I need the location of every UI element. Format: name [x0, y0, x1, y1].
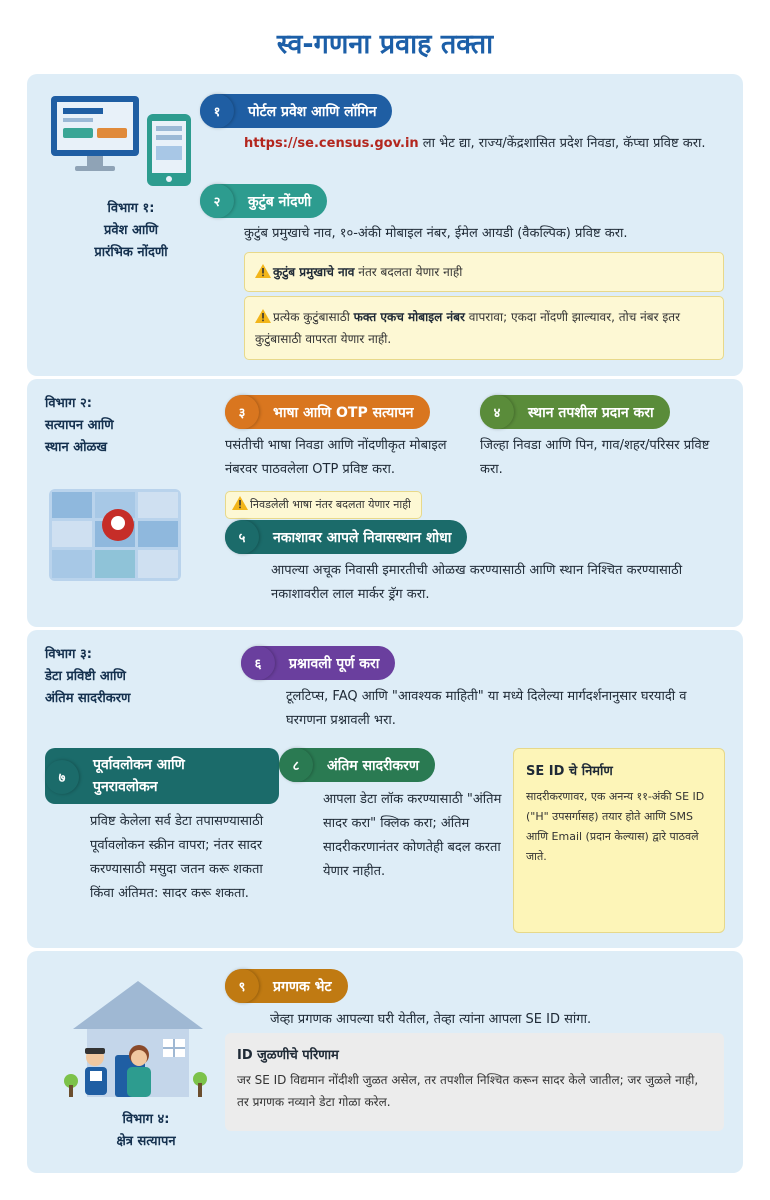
warning-language: निवडलेली भाषा नंतर बदलता येणार नाही: [225, 491, 422, 519]
step-4-number: ४: [480, 395, 514, 429]
map-pin-icon: [49, 489, 181, 581]
step-5-pill: [225, 520, 467, 554]
step-1-title: पोर्टल प्रवेश आणि लॉगिन: [248, 103, 377, 120]
step-4-pill: [480, 395, 670, 429]
step-4-title: स्थान तपशील प्रदान करा: [528, 404, 654, 421]
id-match-title: ID जुळणीचे परिणाम: [237, 1048, 339, 1063]
warning-icon: [255, 309, 271, 323]
step-8-text: आपला डेटा लॉक करण्यासाठी "अंतिम सादर करा" क्लिक करा; अंतिम सादरीकरणानंतर कोणतेही बदल करता येणार नाहीत.: [323, 792, 502, 879]
page-title: स्व-गणना प्रवाह तक्ता: [276, 29, 494, 60]
step-3-pill: [225, 395, 430, 429]
step-6-number: ६: [241, 646, 275, 680]
step-9-pill: [225, 969, 348, 1003]
step-5-text: आपल्या अचूक निवासी इमारतीची ओळख करण्यासाठी आणि स्थान निश्चित करण्यासाठी नकाशावरील लाल मार्कर ड्रॅग करा.: [271, 563, 683, 602]
step-8-number: ८: [279, 748, 313, 782]
step-7-pill: [45, 748, 279, 804]
step-1-pill: [200, 94, 392, 128]
step-2-pill: [200, 184, 327, 218]
section-2-label: विभाग २: सत्यापन आणि स्थान ओळख: [45, 396, 114, 455]
warning-icon: [232, 496, 248, 510]
id-match-card: [225, 1033, 724, 1131]
step-8-pill: [279, 748, 435, 782]
step-5-number: ५: [225, 520, 259, 554]
step-6-title: प्रश्नावली पूर्ण करा: [289, 655, 380, 672]
step-3-number: ३: [225, 395, 259, 429]
step-3-title: भाषा आणि OTP सत्यापन: [273, 404, 414, 421]
seid-card-title: SE ID चे निर्माण: [526, 764, 613, 779]
step-9-number: ९: [225, 969, 259, 1003]
id-match-text: जर SE ID विद्यमान नोंदीशी जुळत असेल, तर तपशील निश्चित करून सादर केले जातील; जर जुळले नाही, तर प्रगणक नव्याने डेटा गोळा करेल.: [237, 1073, 699, 1109]
step-9-text: जेव्हा प्रगणक आपल्या घरी येतील, तेव्हा त्यांना आपला SE ID सांगा.: [270, 1012, 592, 1027]
step-7-text: प्रविष्ट केलेला सर्व डेटा तपासण्यासाठी पूर्वावलोकन स्क्रीन वापरा; नंतर सादर करण्यासाठी मसुदा जतन करू शकता किंवा अंतिमत: सादर करू शकता.: [90, 814, 264, 901]
step-1-text: https://se.census.gov.in ला भेट द्या, राज्य/केंद्रशासित प्रदेश निवडा, कॅप्चा प्रविष्ट करा.: [244, 136, 706, 151]
devices-icon: [49, 94, 199, 190]
section-3-label: विभाग ३: डेटा प्रविष्टी आणि अंतिम सादरीकरण: [45, 647, 131, 706]
house-visit-icon: [63, 977, 213, 1105]
warning-mobile-number: प्रत्येक कुटुंबासाठी फक्त एकच मोबाइल नंबर वापरावा; एकदा नोंदणी झाल्यावर, तोच नंबर इतर कुटुंबासाठी वापरता येणार नाही.: [244, 296, 724, 360]
step-2-text: कुटुंब प्रमुखाचे नाव, १०-अंकी मोबाइल नंबर, ईमेल आयडी (वैकल्पिक) प्रविष्ट करा.: [244, 226, 628, 241]
step-6-text: टूलटिप्स, FAQ आणि "आवश्यक माहिती" या मध्ये दिलेल्या मार्गदर्शनानुसार घरयादी व घरगणना प्रश्नावली भरा.: [286, 689, 687, 728]
step-4-text: जिल्हा निवडा आणि पिन, गाव/शहर/परिसर प्रविष्ट करा.: [480, 438, 710, 477]
section-4: [27, 951, 743, 1173]
portal-link[interactable]: https://se.census.gov.in: [244, 136, 419, 151]
seid-card-text: सादरीकरणावर, एक अनन्य ११-अंकी SE ID ("H" उपसर्गासह) तयार होते आणि SMS आणि Email (प्रदान केल्यास) द्वारे पाठवले जाते.: [526, 790, 705, 863]
warning-icon: [255, 264, 271, 278]
step-6-pill: [241, 646, 395, 680]
step-7-title: पूर्वावलोकन आणि पुनरावलोकन: [93, 757, 185, 795]
step-1-number: १: [200, 94, 234, 128]
step-2-number: २: [200, 184, 234, 218]
section-2: [27, 379, 743, 627]
warning-head-name: कुटुंब प्रमुखाचे नाव नंतर बदलता येणार नाही: [244, 252, 724, 292]
section-1: [27, 74, 743, 376]
step-5-title: नकाशावर आपले निवासस्थान शोधा: [273, 529, 452, 546]
step-8-title: अंतिम सादरीकरण: [327, 757, 420, 774]
step-2-title: कुटुंब नोंदणी: [248, 193, 312, 210]
step-7-number: ७: [45, 760, 79, 794]
section-3: [27, 630, 743, 948]
section-4-label: विभाग ४: क्षेत्र सत्यापन: [116, 1112, 176, 1149]
step-3-text: पसंतीची भाषा निवडा आणि नोंदणीकृत मोबाइल नंबरवर पाठवलेला OTP प्रविष्ट करा.: [225, 438, 447, 477]
seid-card: [513, 748, 725, 933]
step-9-title: प्रगणक भेट: [273, 978, 332, 995]
section-1-label: विभाग १: प्रवेश आणि प्रारंभिक नोंदणी: [94, 201, 168, 260]
